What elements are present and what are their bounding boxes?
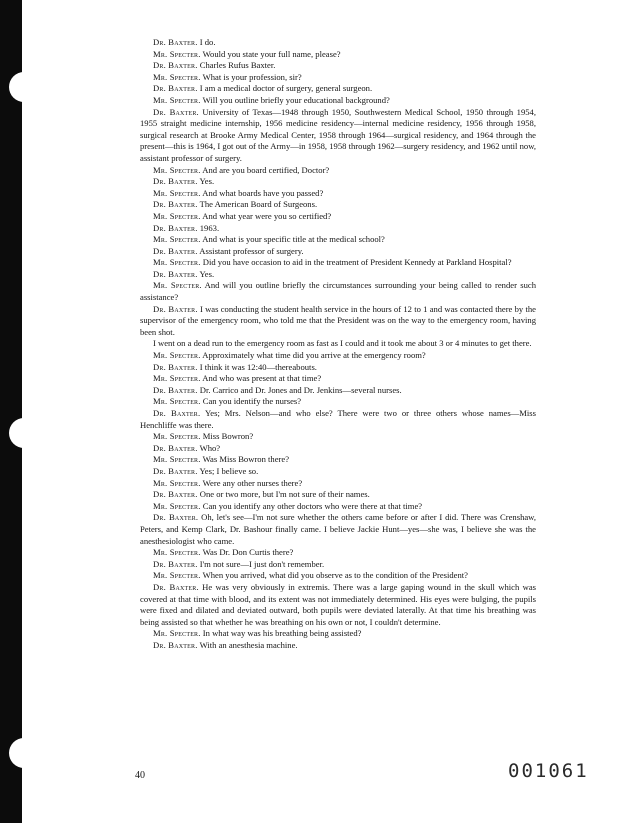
transcript-paragraph bbox=[140, 338, 536, 350]
transcript-paragraph bbox=[140, 176, 536, 188]
speech-text: Assistant professor of surgery. bbox=[199, 245, 304, 256]
speaker-name: Dr. Baxter. bbox=[153, 37, 198, 47]
speech-text: Yes. bbox=[199, 176, 215, 187]
speaker-name: Dr. Baxter. bbox=[153, 581, 199, 592]
speaker-name: Mr. Specter. bbox=[153, 94, 201, 105]
transcript-paragraph bbox=[140, 49, 536, 61]
transcript-paragraph bbox=[140, 165, 536, 177]
transcript-paragraph bbox=[140, 582, 536, 628]
speaker-name: Dr. Baxter. bbox=[153, 222, 198, 233]
punch-hole bbox=[9, 72, 39, 102]
speaker-name: Mr. Specter. bbox=[153, 187, 201, 198]
speech-text: With an anesthesia machine. bbox=[199, 639, 298, 650]
speaker-name: Dr. Baxter. bbox=[153, 106, 199, 117]
speaker-name: Dr. Baxter. bbox=[153, 465, 198, 476]
transcript-paragraph bbox=[140, 640, 536, 652]
transcript-paragraph bbox=[140, 83, 536, 95]
speaker-name: Dr. Baxter. bbox=[153, 639, 198, 650]
speaker-name: Mr. Specter. bbox=[153, 350, 201, 361]
speaker-name: Dr. Baxter. bbox=[153, 489, 198, 500]
transcript-paragraph bbox=[140, 396, 536, 408]
punch-hole bbox=[9, 738, 39, 768]
speaker-name: Mr. Specter. bbox=[153, 257, 201, 268]
transcript-paragraph bbox=[140, 257, 536, 269]
speech-text: Yes. bbox=[199, 268, 215, 279]
transcript-paragraph bbox=[140, 559, 536, 571]
speech-text: And are you board certified, Doctor? bbox=[202, 164, 330, 175]
testimony-transcript bbox=[140, 37, 536, 651]
speech-text: I went on a dead run to the emergency room as fast as I could and it took me about 3 or 4 minutes to get there. bbox=[153, 338, 532, 349]
binding-strip bbox=[0, 0, 22, 823]
transcript-paragraph bbox=[140, 443, 536, 455]
speaker-name: Dr. Baxter. bbox=[153, 361, 198, 372]
transcript-paragraph bbox=[140, 188, 536, 200]
speaker-name: Mr. Specter. bbox=[153, 373, 201, 384]
speaker-name: Mr. Specter. bbox=[153, 500, 201, 511]
speaker-name: Mr. Specter. bbox=[153, 570, 201, 581]
speaker-name: Mr. Specter. bbox=[153, 628, 201, 639]
speech-text: Yes; I believe so. bbox=[199, 465, 259, 476]
transcript-paragraph bbox=[140, 512, 536, 547]
transcript-paragraph bbox=[140, 466, 536, 478]
speech-text: Oh, let's see—I'm not sure whether the others came before or after I did. There was Crenshaw, Peters, and Kemp Clark, Dr. Bashour finally came. I believe Jackie Hunt—yes—she was, I believe she was the anesthesiologist who came. bbox=[140, 512, 536, 546]
transcript-paragraph bbox=[140, 431, 536, 443]
speaker-name: Mr. Specter. bbox=[153, 431, 201, 442]
speech-text: Did you have occasion to aid in the treatment of President Kennedy at Parkland Hospital? bbox=[202, 257, 512, 268]
speech-text: Who? bbox=[199, 442, 221, 453]
speech-text: Was Dr. Don Curtis there? bbox=[202, 547, 294, 558]
transcript-paragraph bbox=[140, 95, 536, 107]
transcript-paragraph bbox=[140, 280, 536, 303]
speech-text: He was very obviously in extremis. There was a large gaping wound in the skull which was covered at that time with blood, and its extent was not immediately determined. His eyes were bulging, the pupils were fixed and dilated and deviated outward, both pupils were deviated laterally. At that time his breathing was being assisted so that whether he was breathing on his own or not, I couldn't determine. bbox=[140, 581, 536, 627]
speaker-name: Dr. Baxter. bbox=[153, 408, 201, 418]
transcript-paragraph bbox=[140, 234, 536, 246]
speaker-name: Mr. Specter. bbox=[153, 396, 201, 407]
transcript-paragraph bbox=[140, 350, 536, 362]
speech-text: What is your profession, sir? bbox=[202, 71, 302, 82]
speech-text: And will you outline briefly the circumstances surrounding your being called to render such assistance? bbox=[140, 280, 536, 303]
page-number: 40 bbox=[135, 770, 145, 781]
speech-text: Will you outline briefly your educational background? bbox=[202, 94, 390, 105]
speech-text: I am a medical doctor of surgery, general surgeon. bbox=[199, 83, 373, 94]
speech-text: 1963. bbox=[199, 222, 220, 233]
speaker-name: Dr. Baxter. bbox=[153, 60, 198, 71]
speaker-name: Dr. Baxter. bbox=[153, 268, 198, 279]
speaker-name: Mr. Specter. bbox=[153, 164, 201, 175]
speaker-name: Mr. Specter. bbox=[153, 477, 201, 488]
transcript-paragraph bbox=[140, 246, 536, 258]
speaker-name: Dr. Baxter. bbox=[153, 303, 198, 314]
speech-text: I think it was 12:40—thereabouts. bbox=[199, 361, 317, 372]
punch-hole bbox=[9, 418, 39, 448]
speech-text: And who was present at that time? bbox=[202, 373, 322, 384]
speaker-name: Mr. Specter. bbox=[153, 454, 201, 465]
speaker-name: Dr. Baxter. bbox=[153, 199, 198, 210]
transcript-paragraph bbox=[140, 72, 536, 84]
transcript-paragraph bbox=[140, 60, 536, 72]
speech-text: Would you state your full name, please? bbox=[202, 48, 341, 59]
speech-text: And what year were you so certified? bbox=[202, 210, 332, 221]
transcript-paragraph bbox=[140, 547, 536, 559]
speech-text: In what way was his breathing being assisted? bbox=[202, 628, 362, 639]
speech-text: Charles Rufus Baxter. bbox=[199, 60, 276, 71]
speech-text: Approximately what time did you arrive at the emergency room? bbox=[202, 350, 426, 361]
speaker-name: Mr. Specter. bbox=[153, 234, 201, 245]
transcript-paragraph bbox=[140, 107, 536, 165]
speech-text: Were any other nurses there? bbox=[202, 477, 303, 488]
speech-text: Was Miss Bowron there? bbox=[202, 454, 290, 465]
speaker-name: Mr. Specter. bbox=[153, 547, 201, 558]
speech-text: When you arrived, what did you observe as to the condition of the President? bbox=[202, 570, 468, 581]
speech-text: And what is your specific title at the medical school? bbox=[202, 234, 385, 245]
transcript-paragraph bbox=[140, 501, 536, 513]
speech-text: University of Texas—1948 through 1950, Southwestern Medical School, 1950 through 1954, 1955 straight medicine internship, 1956 medicine residency—internal medicine residency, 1956 through 1958, surgical research at Brooke Army Medical Center, 1958 through 1964—surgical residency, and 1964 through the present—this is 1964, I got out of the Army—in 1958, 1958 through 1962—surgery residency, and 1962 until now, assistant professor of surgery. bbox=[140, 106, 536, 163]
transcript-paragraph bbox=[140, 570, 536, 582]
transcript-paragraph bbox=[140, 373, 536, 385]
speech-text: I was conducting the student health service in the hours of 12 to 1 and was contacted there by the supervisor of the emergency room, who told me that the President was on the way to the emergency room, having been shot. bbox=[140, 303, 536, 337]
speech-text: Can you identify any other doctors who were there at that time? bbox=[202, 500, 423, 511]
speaker-name: Mr. Specter. bbox=[153, 210, 201, 221]
transcript-paragraph bbox=[140, 199, 536, 211]
speaker-name: Dr. Baxter. bbox=[153, 245, 198, 256]
speaker-name: Mr. Specter. bbox=[153, 71, 201, 82]
speaker-name: Dr. Baxter. bbox=[153, 558, 198, 569]
transcript-paragraph bbox=[140, 304, 536, 339]
speaker-name: Dr. Baxter. bbox=[153, 442, 198, 453]
speech-text: The American Board of Surgeons. bbox=[199, 199, 318, 210]
speech-text: Miss Bowron? bbox=[202, 431, 254, 442]
speaker-name: Mr. Specter. bbox=[153, 48, 201, 59]
speech-text: I'm not sure—I just don't remember. bbox=[199, 558, 325, 569]
transcript-paragraph bbox=[140, 362, 536, 374]
speech-text: I do. bbox=[199, 37, 216, 47]
transcript-paragraph bbox=[140, 628, 536, 640]
speech-text: Yes; Mrs. Nelson—and who else? There were two or three others whose names—Miss Henchliffe was there. bbox=[140, 408, 536, 430]
transcript-paragraph bbox=[140, 478, 536, 490]
document-stamp-number: 001061 bbox=[508, 760, 589, 782]
transcript-paragraph bbox=[140, 454, 536, 466]
speech-text: Dr. Carrico and Dr. Jones and Dr. Jenkins—several nurses. bbox=[199, 384, 402, 395]
speaker-name: Dr. Baxter. bbox=[153, 384, 198, 395]
transcript-paragraph bbox=[140, 385, 536, 397]
speaker-name: Dr. Baxter. bbox=[153, 512, 199, 523]
speaker-name: Dr. Baxter. bbox=[153, 83, 198, 94]
speech-text: And what boards have you passed? bbox=[202, 187, 324, 198]
speaker-name: Mr. Specter. bbox=[153, 280, 202, 291]
transcript-paragraph bbox=[140, 37, 536, 49]
transcript-paragraph bbox=[140, 408, 536, 431]
transcript-paragraph bbox=[140, 211, 536, 223]
speech-text: One or two more, but I'm not sure of their names. bbox=[199, 489, 370, 500]
speaker-name: Dr. Baxter. bbox=[153, 176, 198, 187]
transcript-paragraph bbox=[140, 489, 536, 501]
transcript-paragraph bbox=[140, 223, 536, 235]
transcript-paragraph bbox=[140, 269, 536, 281]
speech-text: Can you identify the nurses? bbox=[202, 396, 302, 407]
